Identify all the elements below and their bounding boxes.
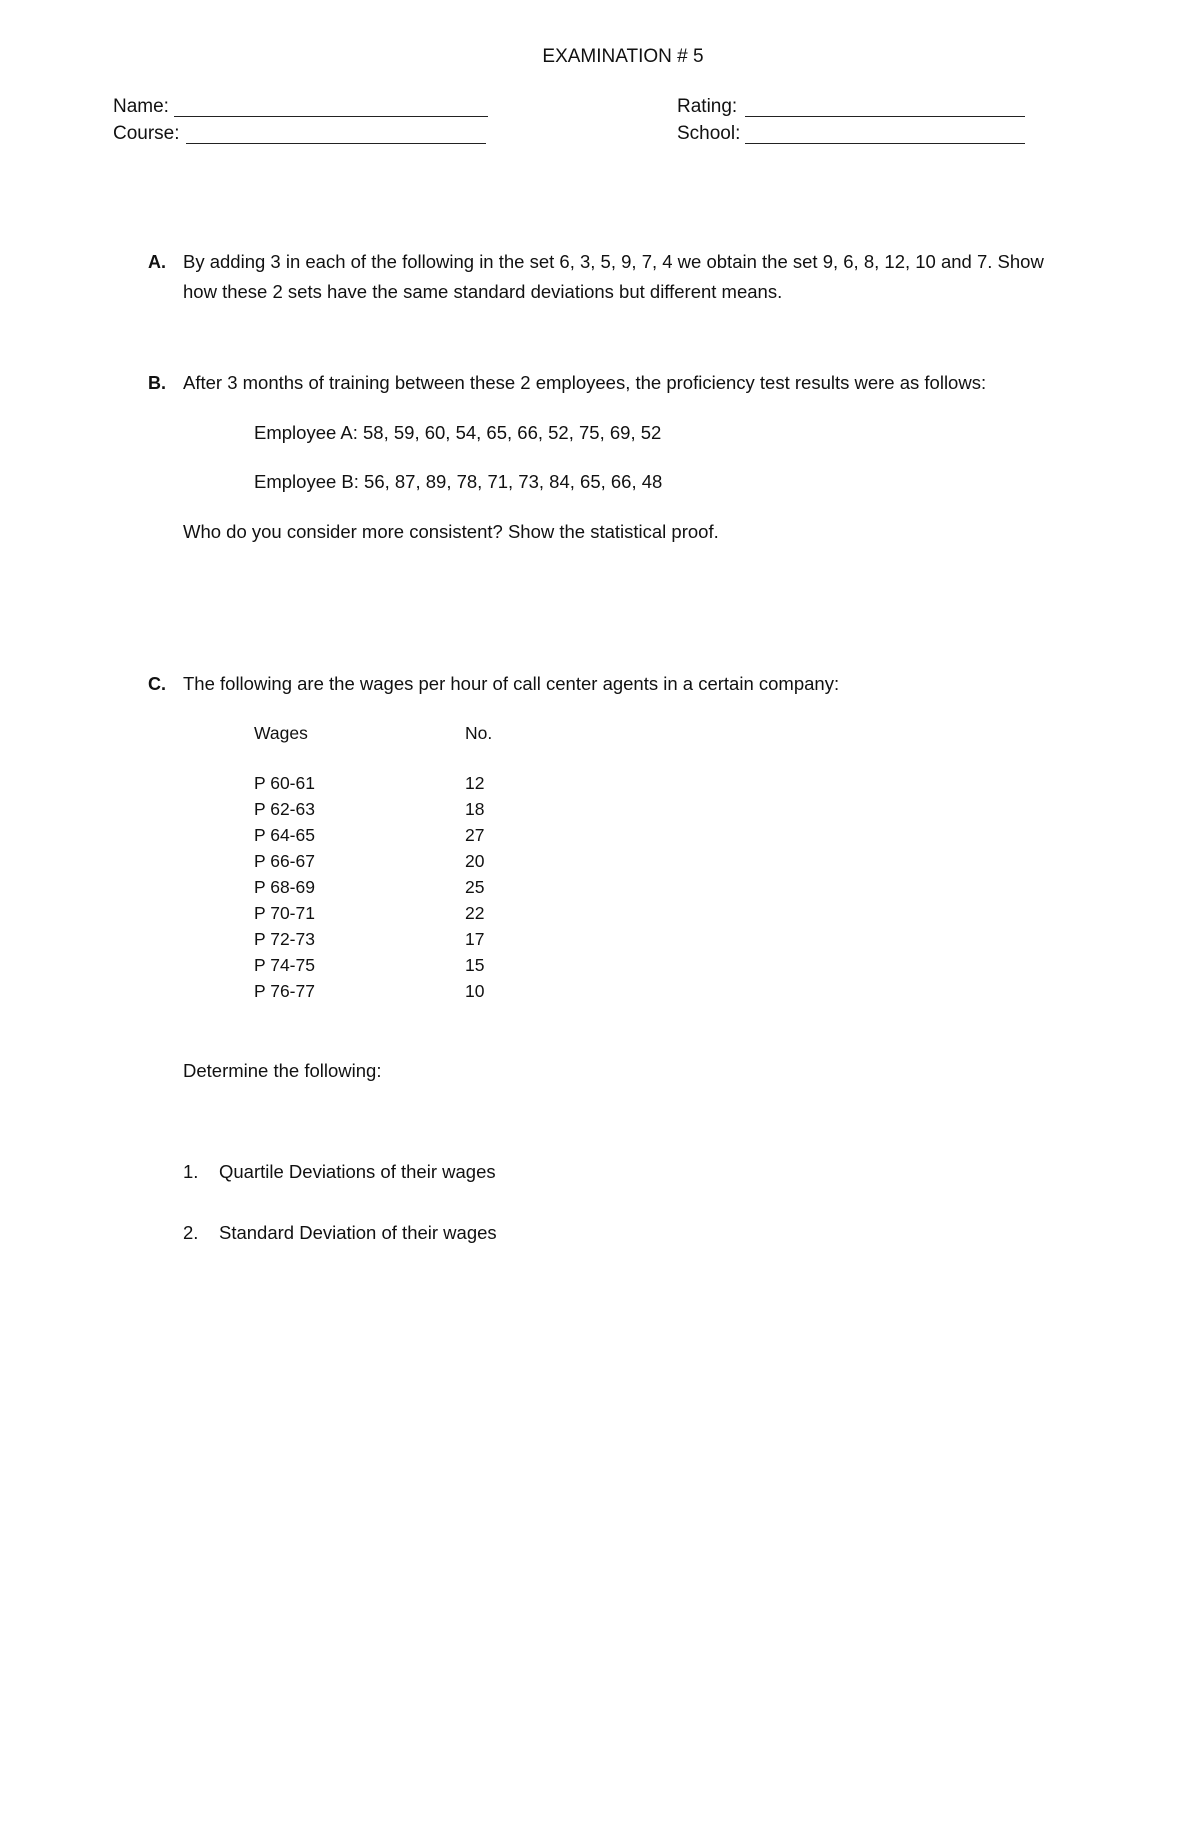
question-marker: A. <box>148 252 166 272</box>
agent-count: 20 <box>465 851 485 871</box>
wage-range: P 60-61 <box>254 773 315 793</box>
question-marker: B. <box>148 373 166 393</box>
agent-count: 27 <box>465 825 485 845</box>
question-text: By adding 3 in each of the following in the set 6, 3, 5, 9, 7, 4 we obtain the set 9, 6, 8, 12, 10 and 7. Show <box>183 251 1044 272</box>
question-text: Who do you consider more consistent? Show the statistical proof. <box>183 521 719 542</box>
name-label: Name: <box>113 96 169 117</box>
table-header: No. <box>465 723 493 743</box>
wage-range: P 66-67 <box>254 851 315 871</box>
table-header: Wages <box>254 723 308 743</box>
list-item-text: Standard Deviation of their wages <box>219 1222 497 1243</box>
course-label: Course: <box>113 123 180 144</box>
list-marker: 1. <box>183 1161 199 1182</box>
agent-count: 25 <box>465 877 485 897</box>
agent-count: 22 <box>465 903 485 923</box>
wage-range: P 68-69 <box>254 877 315 897</box>
determine-heading: Determine the following: <box>183 1060 382 1081</box>
wage-range: P 74-75 <box>254 955 315 975</box>
agent-count: 17 <box>465 929 485 949</box>
school-label: School: <box>677 123 741 144</box>
employee-b-scores: Employee B: 56, 87, 89, 78, 71, 73, 84, 65, 66, 48 <box>254 471 663 492</box>
agent-count: 10 <box>465 981 485 1001</box>
wage-range: P 70-71 <box>254 903 315 923</box>
list-marker: 2. <box>183 1222 199 1243</box>
question-text: The following are the wages per hour of call center agents in a certain company: <box>183 673 840 694</box>
agent-count: 18 <box>465 799 485 819</box>
wage-range: P 72-73 <box>254 929 315 949</box>
rating-label: Rating: <box>677 96 738 117</box>
question-marker: C. <box>148 674 166 694</box>
rating-blank[interactable] <box>745 116 1025 117</box>
course-blank[interactable] <box>186 143 486 144</box>
page-title: EXAMINATION # 5 <box>542 46 704 67</box>
list-item-text: Quartile Deviations of their wages <box>219 1161 496 1182</box>
wage-range: P 64-65 <box>254 825 315 845</box>
wage-range: P 62-63 <box>254 799 315 819</box>
wage-range: P 76-77 <box>254 981 315 1001</box>
question-text: how these 2 sets have the same standard deviations but different means. <box>183 281 783 302</box>
employee-a-scores: Employee A: 58, 59, 60, 54, 65, 66, 52, 75, 69, 52 <box>254 422 662 443</box>
name-blank[interactable] <box>174 116 488 117</box>
agent-count: 15 <box>465 955 485 975</box>
school-blank[interactable] <box>745 143 1025 144</box>
question-text: After 3 months of training between these 2 employees, the proficiency test results were as follows: <box>183 372 987 393</box>
agent-count: 12 <box>465 773 485 793</box>
